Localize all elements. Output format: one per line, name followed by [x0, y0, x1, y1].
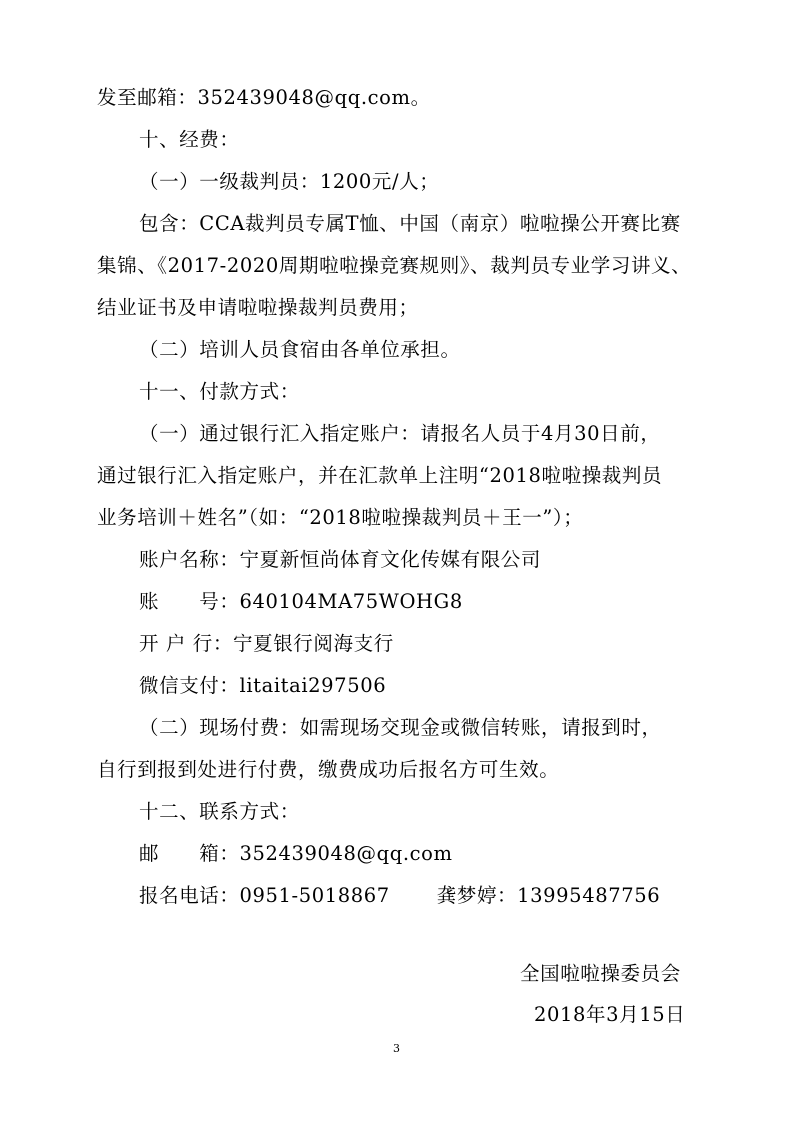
- payment-item-one-line-2: 通过银行汇入指定账户，并在汇款单上注明“2018啦啦操裁判员: [97, 464, 663, 487]
- fee-item-one: （一）一级裁判员：1200元/人；: [139, 170, 440, 193]
- signature-organization: 全国啦啦操委员会: [520, 962, 681, 985]
- contact-email-line: 邮 箱：352439048@qq.com: [139, 842, 453, 865]
- section-ten-heading: 十、经费：: [139, 128, 240, 151]
- payment-item-two-line-2: 自行到报到处进行付费，缴费成功后报名方可生效。: [97, 758, 560, 781]
- email-submission-line: 发至邮箱：352439048@qq.com。: [97, 86, 431, 109]
- bank-line: 开 户 行：宁夏银行阅海支行: [139, 632, 394, 655]
- payment-item-one-line-3: 业务培训＋姓名”（如：“2018啦啦操裁判员＋王一”）；: [97, 506, 584, 529]
- wechat-pay-line: 微信支付：litaitai297506: [139, 674, 387, 697]
- fee-item-two: （二）培训人员食宿由各单位承担。: [139, 338, 461, 361]
- payment-item-two-line-1: （二）现场付费：如需现场交现金或微信转账，请报到时，: [139, 716, 662, 739]
- section-eleven-heading: 十一、付款方式：: [139, 380, 300, 403]
- account-name-line: 账户名称：宁夏新恒尚体育文化传媒有限公司: [139, 548, 542, 571]
- contact-phone-line: 报名电话：0951-5018867 龚梦婷：13995487756: [139, 884, 661, 907]
- fee-includes-line-1: 包含：CCA裁判员专属T恤、中国（南京）啦啦操公开赛比赛: [139, 212, 681, 235]
- payment-item-one-line-1: （一）通过银行汇入指定账户：请报名人员于4月30日前，: [139, 422, 661, 445]
- section-twelve-heading: 十二、联系方式：: [139, 800, 300, 823]
- account-number-line: 账 号：640104MA75WOHG8: [139, 590, 463, 613]
- fee-includes-line-2: 集锦、《2017-2020周期啦啦操竞赛规则》、裁判员专业学习讲义、: [97, 254, 692, 277]
- fee-includes-line-3: 结业证书及申请啦啦操裁判员费用；: [97, 296, 419, 319]
- signature-date: 2018年3月15日: [534, 1003, 686, 1026]
- page-number: 3: [393, 1042, 400, 1055]
